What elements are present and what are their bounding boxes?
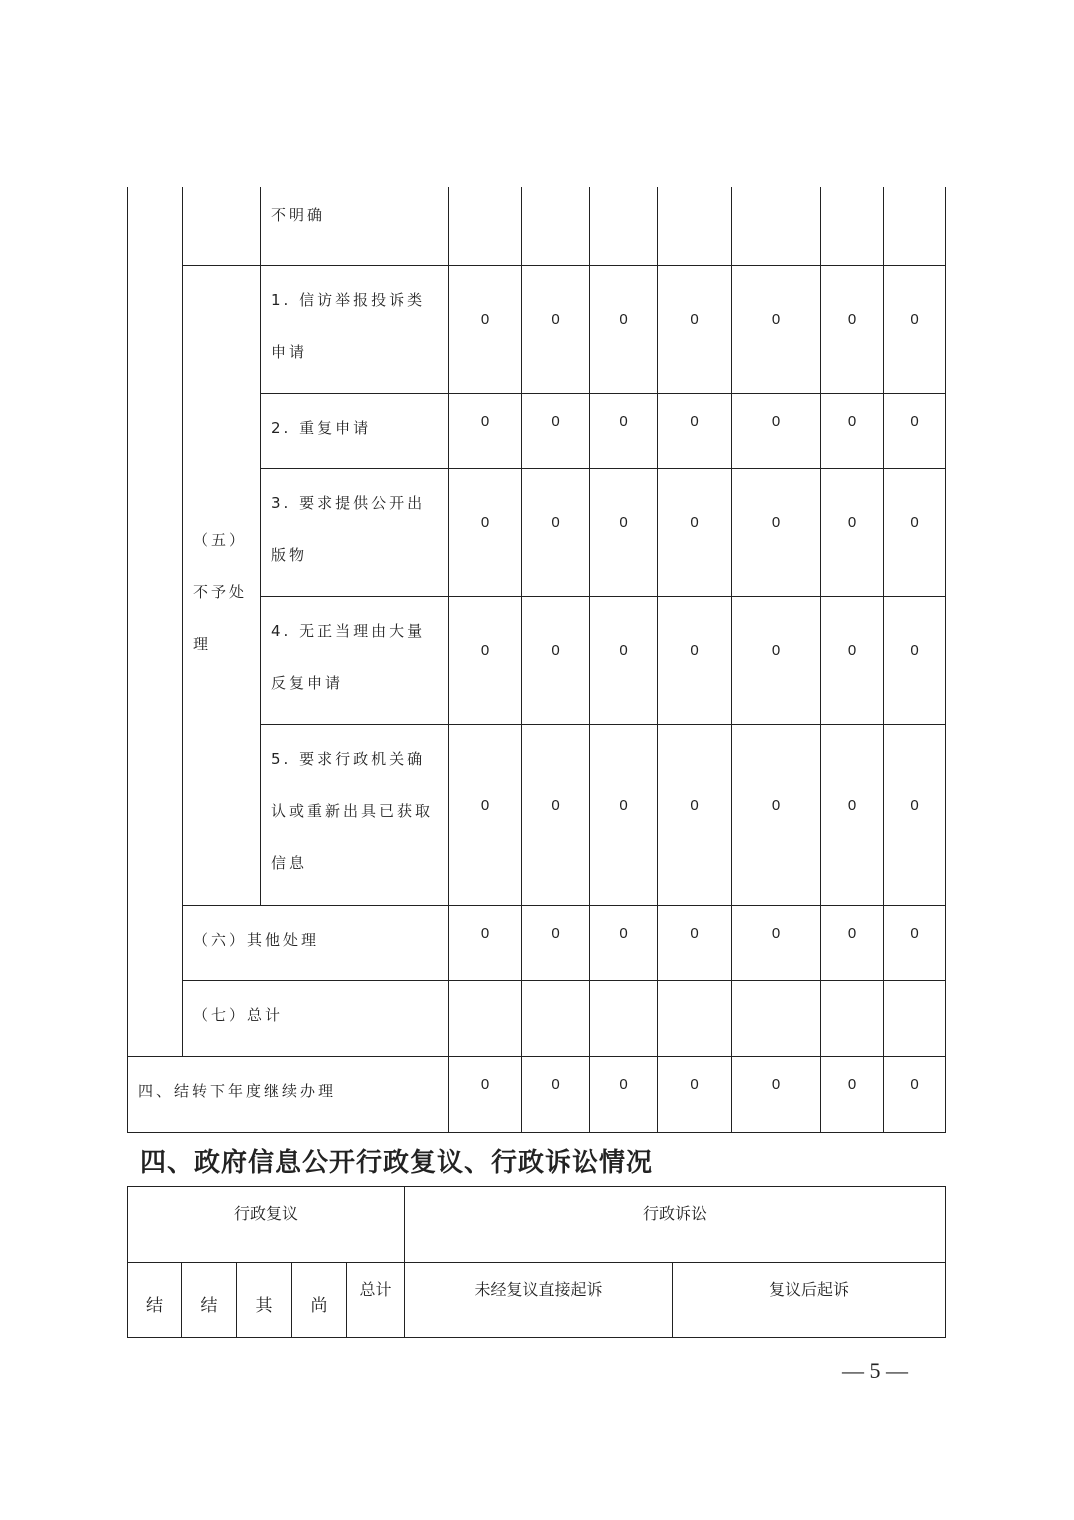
value: 0: [480, 514, 490, 531]
value: 0: [619, 412, 628, 430]
value-cell: [448, 393, 522, 469]
value: 0: [619, 311, 628, 328]
value-cell: [883, 265, 946, 394]
value-cell: [731, 393, 821, 469]
value-cell: [883, 905, 946, 981]
value-cell: [731, 724, 821, 906]
value-cell: [883, 468, 946, 597]
value: 0: [847, 311, 857, 328]
value-cell: [589, 596, 658, 725]
row-label-cell: [260, 724, 449, 906]
value-cell: [883, 724, 946, 906]
value: [522, 187, 589, 245]
value-cell: [521, 724, 590, 906]
value-cell: [731, 980, 821, 1057]
value-cell: [820, 596, 884, 725]
value: 0: [480, 924, 490, 942]
row-label: 2. 重复申请: [271, 419, 372, 437]
value-cell: [731, 265, 821, 394]
value-cell: [448, 265, 522, 394]
value: 0: [619, 924, 628, 942]
value-cell: [731, 905, 821, 981]
value-cell: [820, 468, 884, 597]
value: 0: [480, 642, 490, 659]
value-cell: [589, 1056, 658, 1133]
litigation-subheader: 未经复议直接起诉: [474, 1280, 603, 1299]
value: 0: [551, 514, 560, 531]
header-litigation: 行政诉讼: [642, 1204, 707, 1223]
value-cell: [657, 393, 732, 469]
value: 0: [771, 1076, 781, 1093]
row-label-cell: [182, 905, 449, 981]
value-cell: [657, 265, 732, 394]
value-cell: [448, 724, 522, 906]
value-cell: [589, 724, 658, 906]
value: 0: [771, 924, 781, 942]
value: 0: [910, 796, 919, 814]
value: [590, 981, 657, 1036]
value-cell: [521, 265, 590, 394]
value-cell: [589, 393, 658, 469]
value: [449, 981, 521, 1036]
value: 0: [480, 311, 490, 328]
value: 0: [690, 924, 699, 942]
value: 0: [690, 796, 699, 814]
value: 0: [551, 1076, 560, 1093]
value: 0: [847, 924, 857, 942]
value-cell: [820, 905, 884, 981]
value: [884, 187, 945, 245]
value-cell: [448, 1056, 522, 1133]
row-label: 不明确: [271, 206, 326, 224]
value-cell: [657, 724, 732, 906]
value-cell: [521, 187, 590, 266]
value: 0: [690, 642, 699, 659]
category-column-cell: [127, 187, 183, 1057]
row-label: 5. 要求行政机关确认或重新出具已获取信息: [271, 750, 434, 872]
value: 0: [480, 412, 490, 430]
row-label: （六）其他处理: [193, 931, 320, 949]
value-cell: [589, 980, 658, 1057]
value: 0: [551, 924, 560, 942]
group-label: （五）不予处理: [193, 531, 248, 653]
value-cell: [589, 265, 658, 394]
value-cell: [731, 596, 821, 725]
value: 0: [551, 796, 560, 814]
row-label-cell: [260, 596, 449, 725]
row-label: 3. 要求提供公开出版物: [271, 494, 426, 564]
value-cell: [820, 393, 884, 469]
value: 0: [551, 642, 560, 659]
value-cell: [883, 187, 946, 266]
value-cell: [731, 1056, 821, 1133]
row-label: 4. 无正当理由大量反复申请: [271, 622, 426, 692]
review-subheader: 结: [200, 1296, 218, 1316]
value: 0: [771, 311, 781, 328]
page-number: — 5 —: [842, 1358, 908, 1383]
value-cell: [521, 905, 590, 981]
value: 0: [910, 514, 919, 531]
review-subheader-cell: [291, 1262, 347, 1338]
value-cell: [820, 980, 884, 1057]
value: [821, 187, 883, 245]
value: 0: [847, 1076, 857, 1093]
value: 0: [619, 514, 628, 531]
value: [658, 981, 731, 1036]
value: 0: [910, 412, 919, 430]
group-label-cell: [182, 265, 261, 906]
value-cell: [657, 468, 732, 597]
header-review: 行政复议: [233, 1204, 298, 1223]
review-subheader: 总计: [359, 1280, 392, 1299]
review-subheader-cell: [181, 1262, 237, 1338]
row-label-cell: [260, 468, 449, 597]
value-cell: [657, 905, 732, 981]
value: 0: [847, 642, 857, 659]
value: 0: [480, 796, 490, 814]
value: 0: [551, 311, 560, 328]
subcategory-continuation-cell: [182, 187, 261, 266]
review-subheader-cell: [236, 1262, 292, 1338]
value-cell: [448, 187, 522, 266]
value: 0: [690, 412, 699, 430]
value: 0: [910, 924, 919, 942]
value-cell: [731, 187, 821, 266]
row-label-cell: [260, 265, 449, 394]
value: 0: [690, 311, 699, 328]
value-cell: [448, 905, 522, 981]
value-cell: [589, 187, 658, 266]
value-cell: [820, 724, 884, 906]
header-litigation-cell: [404, 1186, 946, 1263]
value: [821, 981, 883, 1036]
value: 0: [619, 1076, 628, 1093]
value: 0: [771, 642, 781, 659]
value-cell: [657, 596, 732, 725]
value-cell: [448, 980, 522, 1057]
value: 0: [690, 1076, 699, 1093]
value-cell: [521, 468, 590, 597]
value-cell: [521, 393, 590, 469]
value: 0: [551, 412, 560, 430]
value: [732, 981, 820, 1036]
row-label: 1. 信访举报投诉类申请: [271, 291, 426, 361]
value: [522, 981, 589, 1036]
row-label-cell: [182, 980, 449, 1057]
value: [732, 187, 820, 245]
section-title: 四、政府信息公开行政复议、行政诉讼情况: [140, 1148, 654, 1178]
value: 0: [847, 412, 857, 430]
value-cell: [883, 596, 946, 725]
header-review-cell: [127, 1186, 405, 1263]
value: 0: [771, 796, 781, 814]
value: 0: [771, 514, 781, 531]
row-label: （七）总计: [193, 1006, 284, 1024]
value-cell: [820, 1056, 884, 1133]
value: [590, 187, 657, 245]
review-subheader: 结: [146, 1296, 163, 1316]
litigation-subheader-cell: [404, 1262, 673, 1338]
value-cell: [657, 980, 732, 1057]
row-label-cell: [260, 187, 449, 266]
value-cell: [589, 468, 658, 597]
value-cell: [731, 468, 821, 597]
review-subheader-cell: [346, 1262, 405, 1338]
value-cell: [448, 468, 522, 597]
value-cell: [589, 905, 658, 981]
value: 0: [690, 514, 699, 531]
value-cell: [521, 596, 590, 725]
value: 0: [847, 796, 857, 814]
review-subheader-cell: [127, 1262, 182, 1338]
value-cell: [521, 980, 590, 1057]
litigation-subheader: 复议后起诉: [768, 1280, 849, 1299]
litigation-subheader-cell: [672, 1262, 946, 1338]
value-cell: [883, 980, 946, 1057]
value-cell: [521, 1056, 590, 1133]
row-label-cell: [127, 1056, 449, 1133]
value: 0: [771, 412, 781, 430]
value: 0: [910, 642, 919, 659]
value-cell: [657, 1056, 732, 1133]
value-cell: [883, 393, 946, 469]
value: [449, 187, 521, 245]
value: 0: [847, 514, 857, 531]
value-cell: [657, 187, 732, 266]
value-cell: [448, 596, 522, 725]
value: 0: [910, 1076, 919, 1093]
value: 0: [910, 311, 919, 328]
row-label-cell: [260, 393, 449, 469]
value: [658, 187, 731, 245]
value: 0: [619, 642, 628, 659]
value: [884, 981, 945, 1036]
value: 0: [480, 1076, 490, 1093]
row-label: 四、结转下年度继续办理: [138, 1082, 337, 1100]
value-cell: [820, 265, 884, 394]
review-subheader: 尚: [310, 1296, 328, 1316]
value-cell: [820, 187, 884, 266]
value-cell: [883, 1056, 946, 1133]
value: 0: [619, 796, 628, 814]
review-subheader: 其: [255, 1296, 273, 1316]
